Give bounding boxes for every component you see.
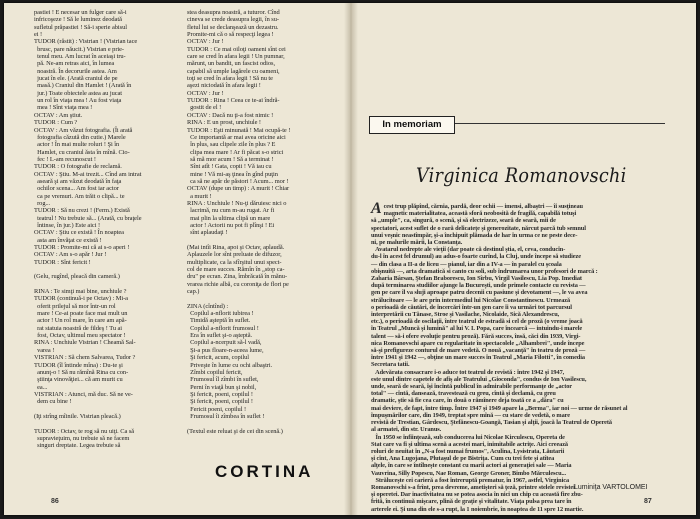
article-body-text: cest trup plăpînd, cărnia, pardă, deor ochii — imensi, albaştri — îi susţineau magnetic materialitatea, această sforă neobosită de fragilă, capabilă totuşi să „umple", ca, singură, o scenă, şi să electrizeze, seară de seară, mii de spectatori, acest suflet de o rară delicateţe şi generozitate, nărcut parcă tub semnul unui veşnic neastîmpăr, şi-a închipuit plămada de har în urma ce ne peste dece- ni, pe malurile mării, la Constanţa. Avatarul nedrepte ale vieţii (dar poate că destinul ştia, el, ceva, conducîn- du-l în acest fel drumul) au adus-o foarte curînd, la Cluj, unde începe să studieze — din clasa a II-a de liceu — pianul, iar din a IV-a — în paralel cu şcoala obişnuită —, arta dramatică si canto cu soli, sub îndrumarea unor profesori de marcă : Zaharia Bârsan, Ştefan Braborescu, Ion Sîrbu, Virgil Vasilescu, Lia Pop. Imediat după terminarea studiilor ajunge la Bucureşti, unde primele contacte cu revista — gen pe care îl va sluji aproape patru decenii cu pasiune şi devotament —, le va avea strălucitoare — le are prin intermediul lui Nicolae Constantinescu. Urmează o perioadă de căutări, de încercări într-un gen care îi va urmări tot parcursul interpretării cu Tănase, Stroe şi Vasilache, Nicolaide, Sică Alexandrescu, etc.), o perioadă de oscilaţii, între teatrul de estradă si cel de proză (o vreme joacă în Teatrul „Muncă şi lumină" al lui V. I. Popa, care încearcă — intuindu-i marele talent — să-i ofere evoluţie pentru proză). Fără succes, însă, căci din 1939, Virgi- nica Romanovschi apare cu regularitate în spectacolele „Alhambrei", unde începe să-şi prefigureze conturul de mare vedetă. O nouă „vacanţă" în teatru de proză — între 1941 şi 1942 —, obţine un mare succes în Teatrul „Maria Filotti", în comedia Secretara tatii. Adevărata consacrare i-o aduce tot teatrul de revistă : între 1942 şi 1947, este unul dintre capetele de afiş ale Teatrului „Gioconda", condus de Ion Vasilescu, unde, seară de seară, îşi încîntă publicul în admirabile performanţe de „actor total" — cîntă, dansează, travestează cu greu, cîntă şi declamă, cu greu dramatic, ştie să fie cea care, în două o rămînere deja toată ce a „dâra" cu mai deviere, de fapt, între timp. Între 1947 şi 1949 apare la „Berma", iar noi — urme de răsunet al împuşmărilor care, din 1949, treptat spre mînă — cu stare de vedetă, o mare revistă de Trestian, Gârdescu, Ştefănescu-Goangă, Tasian şi alţii, joacă la Teatrul de Operetă al armatei, din str. Uranus. În 1950 se înfiinţează, sub conducerea lui Nicolae Kirculescu, Opereta de Stat care va fi şi ultima scenă a acestei mari, inimitabile actriţe. Aici creează roluri de neuitat în „N-a fost numai frumos", Aculina, Lysistrata, Lăutarii şi cînt, Ana Lugojana, Plutaşul de pe Bistriţa. Cum cu trei fete şi atîtea alţele, în care se întîlneşte constant cu marii actori ai generaţiei sale — Maria Vauvrina, Silly Popescu, Nae Roman, George Groner, Bimbo Mărculescu... Străluceşte cei carieră a fost întreruptă prematur, în 1967, astfel, Virginica Romanovschi s-a frînt, prea devreme, ametişteri să ţeză, printre stelele revistei şi operetei. Dar inactivitatea nu se potea asocia în nici un chip cu această fire zbu- frită, în continuă mişcare, plină de graţie şi vitalitate. Viaţa pulsa prea tare în arterele ei. Şi una din ele s-a rupt, la 1 noiembrie, în noaptea de 11 spre 12 martie. — [371, 203, 628, 513]
article-author: Luminiţa VARTOLOMEI — [574, 484, 648, 491]
left-page-column-2: stea deasupra noastră, a tuturor. Cînd cineva se crede deasupra legii, în su- fletul lui se declanşează un dezastru. Promite-mi că o să respecţi legea ! OCTAV : Jur ! TUDOR : Ce mai oiloţi oameni sînt cei care se cred în afara legii ! Un pumnar, mărunt, un bandit, un fascist odios, capabil să umple lagărele cu oameni, toţi se cred în afara legii ! Să nu te aşezi niciodată în afara legii ! OCTAV : Jur ! TUDOR : Rina ! Ceea ce te-ai îndră- gostit de el ! OCTAV : Dacă nu ţi-a fost nimic ! RINA : E un prost, unchiule ! TUDOR : Eşti minunată ! Mai ocupă-te ! Ce importantă ar mai avea oricine aici în plus, sau clipele zile în plus ? E clipa mea mare ! Ar fi păcat s-o strici să mă mor acum ! Să a terminat ! Sînt atît ! Gata, copii ! Vă iau cu mine ! Vă mi-aş ţinea în gînd puţin ca să ne apăr de păstori ! Acum... mor ! OCTAV (dupe un timp) : A murit ! Chiar a murit ! RINA : Unchiule ! Nu-ţi dăruiesc nici o lacrimă, nu cum m-au rugat. Ar fi mai plin la ultima clipă un mare actor ! Actorii nu pot fi plînşi ! Ei sînt aplaudaţi ! (Mai intîi Rina, apoi şi Octav, aplaudă. Aplauzele lor sînt preluate de difuzor, multiplicate, ca la sfîrşitul unui spect- col de mare succes. Rămîn în „stop ca- dru" pe ecran. Zina, îmbrăcată în mănu- vrarea richie albă, cu coroniţa de flori pe cap.) ZINA (cîntînd) : Copilul a-nflorit iubirea ! Timidă aşteptă în suflet. Copilul a-nflorit frumosul ! Era în suflet şi-o aşteptă. Copilul a-ncerpuit să-l vadă, Şi-a pus floare-n-aceea lume, Şi fericit, acum, copilul Priveşte în lume cu ochi albaştri. Zîmbi copilul fericit, Frumosul îl zîmbi în suflet, Perni în viaţă bun şi nobil, Şi fericit, poeni, copilul ! Şi fericit, poeni, copilul ! Fericit poeni, copilul ! Frumosul îi zîmbea în suflet ! (Textul este reluat şi de cei din scenă.) — [187, 9, 291, 435]
article-body — [371, 200, 666, 513]
right-page-number: 87 — [644, 498, 652, 505]
cortina-heading: CORTINA — [215, 462, 314, 481]
article-title: Virginica Romanovschi — [416, 163, 627, 187]
left-page-number: 86 — [51, 498, 59, 505]
left-page-column-1: pastiei ! E necesar un fulger care să-i infricoşeze ! Să le luminez deodată sufletul prăpastiei ! Să-i sperie abisul ei ! TUDOR (răstit) : Vistrian ! (Vistrian tace brusc, pare năucit.) Vistrian e prie- tenul meu. Am lucrat în aceiaşi tru- pă. Ne-am retras aici, în lumea noastră. În decorurile astea. Am jucat în ele. (Arată craniul de pe masă.) Craniul din Hamlet ! (Arată în jur.) Toate obiectele astea au jucat un rol în viaţa mea ! Au fost viaţa mea ! Sînt viaţa mea ! OCTAV : Am ştiut. TUDOR : Cum ? OCTAV : Am văzut fotografia. (Îi arată fotografia căzută din cutie.) Marele actor ! În mai multe roluri ! Şi în Hamlet, cu craniul ăsta în mînă. Cio- fec ! L-am recunoscut ! TUDOR : O fotografie de reclamă. OCTAV : Ştiu. M-ai trezit... Cînd am intrat aseară şi am văzut deodată în faţa ochilor scena... Am fost iar actor ca pe vremuri. Am trăit o clipă... te rog... TUDOR : Să nu crezi ! (Ferm.) Există teatrul ! Nu trebuie să... (Arată, cu braţele întinse, în jur.) Este aici ! OCTAV : Ştiu ce există ! În noaptea asta am învăţat ce există ! TUDOR : Promite-mi că ai s-o aperi ! OCTAV : Am s-o apăr ! Jur ! TUDOR : Sînt fericit ! (Gelu, rugînd, pleacă din cameră.) RINA : Te simţi mai bine, unchiule ? TUDOR (continuă-i pe Octav) : Mi-a oferit prilejul să mor într-un rol mare ! Ce-ai poate face mai mult un actor ! Un rol mare, în care am apă- rat statuia noastră de fildeş ! Tu ai fost, Octav, ultimul meu spectator ! RINA : Unchiule Vistrian ! Cheamă Sal- varea ! VISTRIAN : Să chem Salvarea, Tudor ? TUDOR (îl întinde mîna) : Du-te şi anunţ-o ! Să nu rămînă Rina cu con- ştiinţa vinovăţiei... că am murit cu ea... VISTRIAN : Atunci, mă duc. Să ne ve- dem cu bine ! (Iţi strîng mîinile. Vistrian pleacă.) TUDOR : Octav, te rog să nu uiţi. Ca să supravieţuim, nu trebuie să ne facem singuri dreptate. Legea trebuie să — [34, 9, 142, 450]
page-gutter — [344, 3, 358, 515]
drop-cap: A — [371, 200, 382, 217]
in-memoriam-label: In memoriam — [369, 116, 455, 134]
magazine-spread — [4, 3, 696, 515]
